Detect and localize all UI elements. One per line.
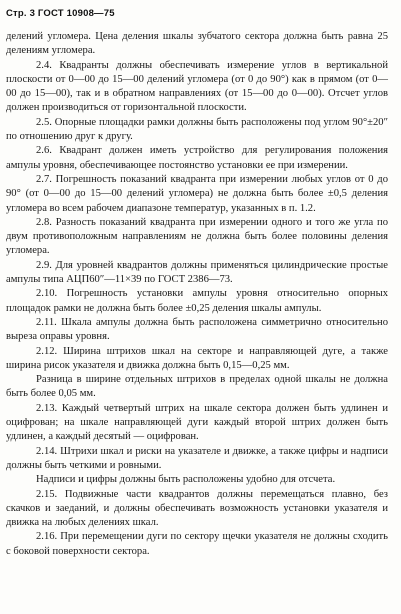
paragraph-2-7: 2.7. Погрешность показаний квадранта при измерении любых углов от 0 до 90° (от 0—00 до 15—00 делений угломера) не должна быть более ±0,5 деления угломера во всем рабочем диапазоне температур, указанных в п. 1.2. [6,173,388,214]
paragraph-2-11: 2.11. Шкала ампулы должна быть расположена симметрично относительно выреза оправы уровня. [6,316,388,343]
paragraph-2-6: 2.6. Квадрант должен иметь устройство для регулирования положения ампулы уровня, обеспечивающее постоянство установки ее при измерении. [6,145,388,171]
document-body [6,30,388,559]
page-header: Стр. 3 ГОСТ 10908—75 [6,8,115,19]
paragraph-2-13: 2.13. Каждый четвертый штрих на шкале сектора должен быть удлинен и оцифрован; на шкале направляющей дуги каждый второй штрих должен быть удлинен, а каждый десятый — оцифрован. [6,402,388,443]
paragraph-2-16: 2.16. При перемещении дуги по сектору щечки указателя не должны сходить с боковой поверхности сектора. [6,531,388,557]
paragraph-2-14-note: Надписи и цифры должны быть расположены удобно для отсчета. [36,474,336,486]
paragraph-continuation: делений угломера. Цена деления шкалы зубчатого сектора должна быть равна 25 делениям угломера. [6,31,388,57]
paragraph-2-12-note: Разница в ширине отдельных штрихов в пределах одной шкалы не должна быть более 0,05 мм. [6,374,388,400]
paragraph-2-15: 2.15. Подвижные части квадрантов должны перемещаться плавно, без скачков и заеданий, и должны обеспечивать возможность установки указателя и движка на любых делениях шкал. [6,488,388,529]
paragraph-2-12: 2.12. Ширина штрихов шкал на секторе и направляющей дуге, а также ширина рисок указателя и движка должна быть 0,15—0,25 мм. [6,345,388,371]
paragraph-2-9: 2.9. Для уровней квадрантов должны применяться цилиндрические простые ампулы типа АЦП60″—11×39 по ГОСТ 2386—73. [6,259,388,286]
paragraph-2-4: 2.4. Квадранты должны обеспечивать измерение углов в вертикальной плоскости от 0—00 до 15—00 делений угломера (от 0 до 90°) как в прямом (от 0—00 до 15—00), так и в обратном направлениях (от 15—00 до 0—00). Отсчет углов должен производиться от горизонтальной плоскости. [6,59,388,114]
paragraph-2-10: 2.10. Погрешность установки ампулы уровня относительно опорных площадок рамки не должна быть более ±0,25 деления шкалы ампулы. [6,288,388,314]
paragraph-2-14: 2.14. Штрихи шкал и риски на указателе и движке, а также цифры и надписи должны быть четкими и ровными. [6,445,388,471]
paragraph-2-8: 2.8. Разность показаний квадранта при измерении одного и того же угла по двум противоположным направлениям не должна быть более половины деления угломера. [6,216,388,257]
paragraph-2-5: 2.5. Опорные площадки рамки должны быть расположены под углом 90°±20″ по отношению друг к другу. [6,116,388,143]
